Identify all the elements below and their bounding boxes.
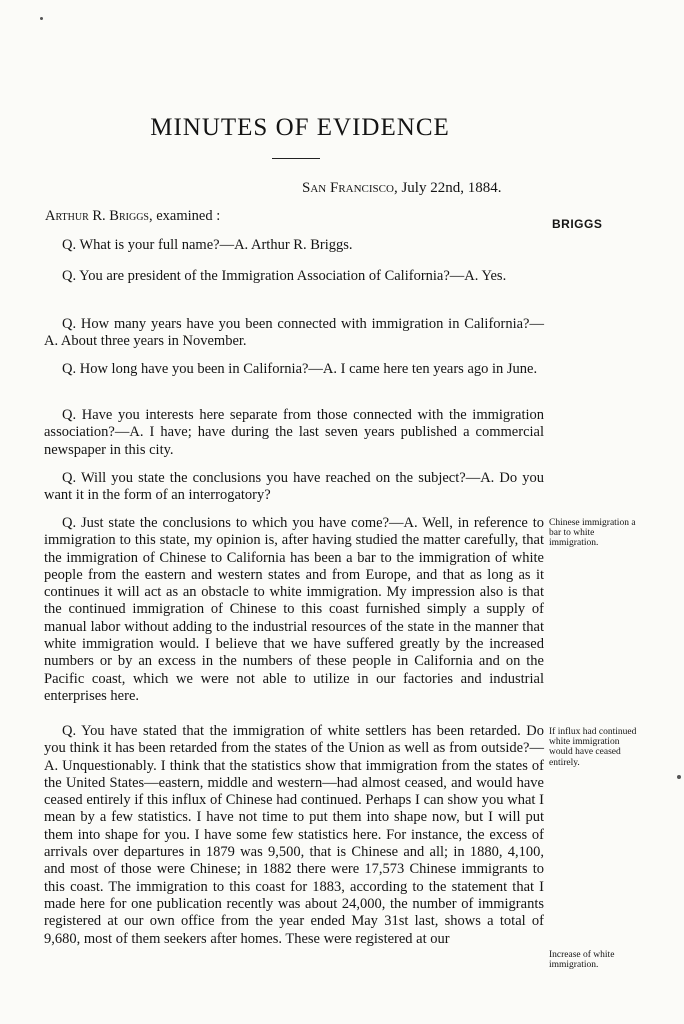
scan-speck xyxy=(677,775,681,779)
dateline-place: San Francisco xyxy=(302,180,394,196)
margin-witness-name: BRIGGS xyxy=(552,217,603,231)
witness-line xyxy=(45,208,220,225)
margin-note: If influx had continued white immigration would have ceased entirely. xyxy=(549,727,637,768)
testimony-paragraph: Q. Just state the conclusions to which you have come?—A. Well, in reference to immigration to this state, my opinion is, after having studied the matter carefully, that the immigration of Chinese to California has been a bar to the immigration of white people from the eastern and western states and from Europe, and that as long as it continues it will act as an obstacle to white immigration. My impression also is that the continued immigration of Chinese to this coast furnished simply a supply of manual labor without adding to the industrial resources of the state in the manner that white immigration would. I believe that we have suffered greatly by the increased numbers or by an excess in the numbers of these people in California and on the Pacific coast, which we were not able to utilize in our factories and industrial enterprises here. xyxy=(44,515,544,704)
testimony-paragraph: Q. You are president of the Immigration Association of California?—A. Yes. xyxy=(62,268,507,284)
testimony-paragraph: Q. How long have you been in California?—A. I came here ten years ago in June. xyxy=(62,361,538,377)
scan-speck xyxy=(40,17,43,20)
page-title: MINUTES OF EVIDENCE xyxy=(150,114,450,141)
margin-note: Increase of white immigration. xyxy=(549,950,615,971)
margin-note: Chinese immigration a bar to white immigration. xyxy=(549,518,636,549)
witness-name: Arthur R. Briggs xyxy=(45,208,149,224)
testimony-paragraph: Q. You have stated that the immigration of white settlers has been retarded. Do you think it has been retarded from the states of the Union as well as from outside?—A. Unquestionably. I think that the statistics show that immigration from the states of the United States—eastern, middle and western—had almost ceased, and would have ceased entirely if this influx of Chinese had continued. Perhaps I can show you what I mean by a few statistics. I have not time to put them into shape now, but I will put them into shape for you. I have some few statistics here. For instance, the excess of arrivals over departures in 1879 was 9,500, that is Chinese and all; in 1880, 4,100, and most of those were Chinese; in 1882 there were 17,573 Chinese immigrants to this coast. The immigration to this coast for 1883, according to the statement that I made here for one publication recently was about 24,000, the number of immigrants registered at our own office from the year ended May 31st last, shows a total of 9,680, most of them seekers after homes. These were registered at our xyxy=(44,723,544,947)
title-rule xyxy=(272,158,320,159)
dateline-date: , July 22nd, 1884. xyxy=(393,180,502,196)
testimony-paragraph: Q. Have you interests here separate from those connected with the immigration association?—A. I have; have during the last seven years published a commercial newspaper in this city. xyxy=(44,407,544,458)
testimony-paragraph: Q. How many years have you been connected with immigration in California?—A. About three years in November. xyxy=(44,316,544,350)
testimony-paragraph: Q. Will you state the conclusions you have reached on the subject?—A. Do you want it in the form of an interrogatory? xyxy=(44,470,544,504)
witness-examined: , examined : xyxy=(149,208,221,224)
testimony-paragraph: Q. What is your full name?—A. Arthur R. Briggs. xyxy=(62,237,353,253)
dateline xyxy=(302,180,501,197)
